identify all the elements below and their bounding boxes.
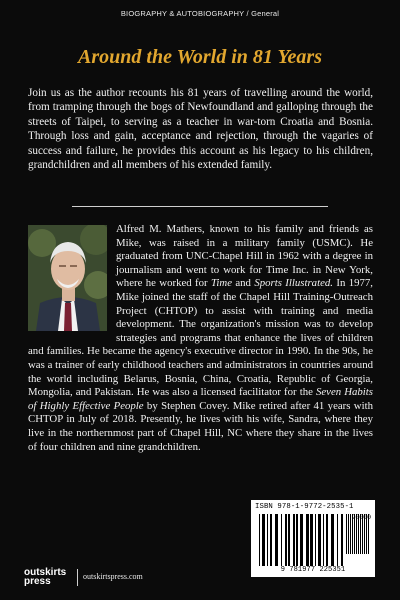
isbn-text: ISBN 978-1-9772-2535-1 — [255, 503, 354, 511]
bio-emphasis-seven-habits: Seven Habits of Highly Effective People — [28, 386, 374, 412]
publisher-logo-line1: outskirts — [24, 567, 67, 578]
bio-emphasis-si: Sports Illustrated. — [254, 277, 333, 290]
book-blurb: Join us as the author recounts his 81 years of travelling around the world, from tramping through the bogs of Newfoundland and galloping through the streets of Taipei, to serving as a teacher in war-torn Croatia and Bosnia. Through loss and gain, acceptance and rejection, through the vagaries of success and failure, he provides this account as his legacy to his children, grandchildren and all members of his extended family. — [28, 87, 373, 172]
barcode-bars — [259, 514, 343, 566]
publisher-website: outskirtspress.com — [83, 572, 143, 581]
section-divider — [72, 206, 328, 207]
bio-text-2: and — [232, 277, 255, 290]
publisher-logo — [24, 568, 66, 586]
bio-text-3: In 1977, Mike joined the staff of the Chapel Hill Training-Outreach Project (CHTOP) to assist with training and media development. The organization's mission was to develop strategies and programs that enhance the lives of children and families. He became the agency's executive director in 1990. In the 90s, he was a trainer of early childhood teachers and administrators in countries around the world including Belarus, Bosnia, China, Croatia, Republic of Georgia, Mongolia, and Pakistan. He was also a licensed facilitator for the — [28, 277, 373, 399]
publisher-logo-line2: press — [24, 576, 51, 587]
category-label: BIOGRAPHY & AUTOBIOGRAPHY / General — [120, 9, 280, 18]
barcode-ean-digits: 9 781977 225351 — [280, 566, 346, 574]
author-bio — [28, 223, 373, 454]
footer-divider — [77, 569, 78, 586]
barcode — [251, 500, 375, 577]
bio-text-4: by Stephen Covey. Mike retired after 41 years with CHTOP in July of 2018. Presently, he lives with his wife, Sandra, where they live in the northernmost part of Chapel Hill, NC where they share in the lives of four children and nine grandchildren. — [28, 399, 373, 453]
author-photo — [28, 225, 107, 331]
barcode-addon-digits: 90000 — [351, 514, 371, 521]
book-title: Around the World in 81 Years — [78, 46, 322, 68]
bio-text-1: Alfred M. Mathers, known to his family and friends as Mike, was raised in a military family (USMC). He graduated from UNC-Chapel Hill in 1962 with a degree in journalism and went to work for Time Inc. in New York, where he worked for — [116, 223, 373, 290]
bio-emphasis-time: Time — [211, 277, 232, 290]
